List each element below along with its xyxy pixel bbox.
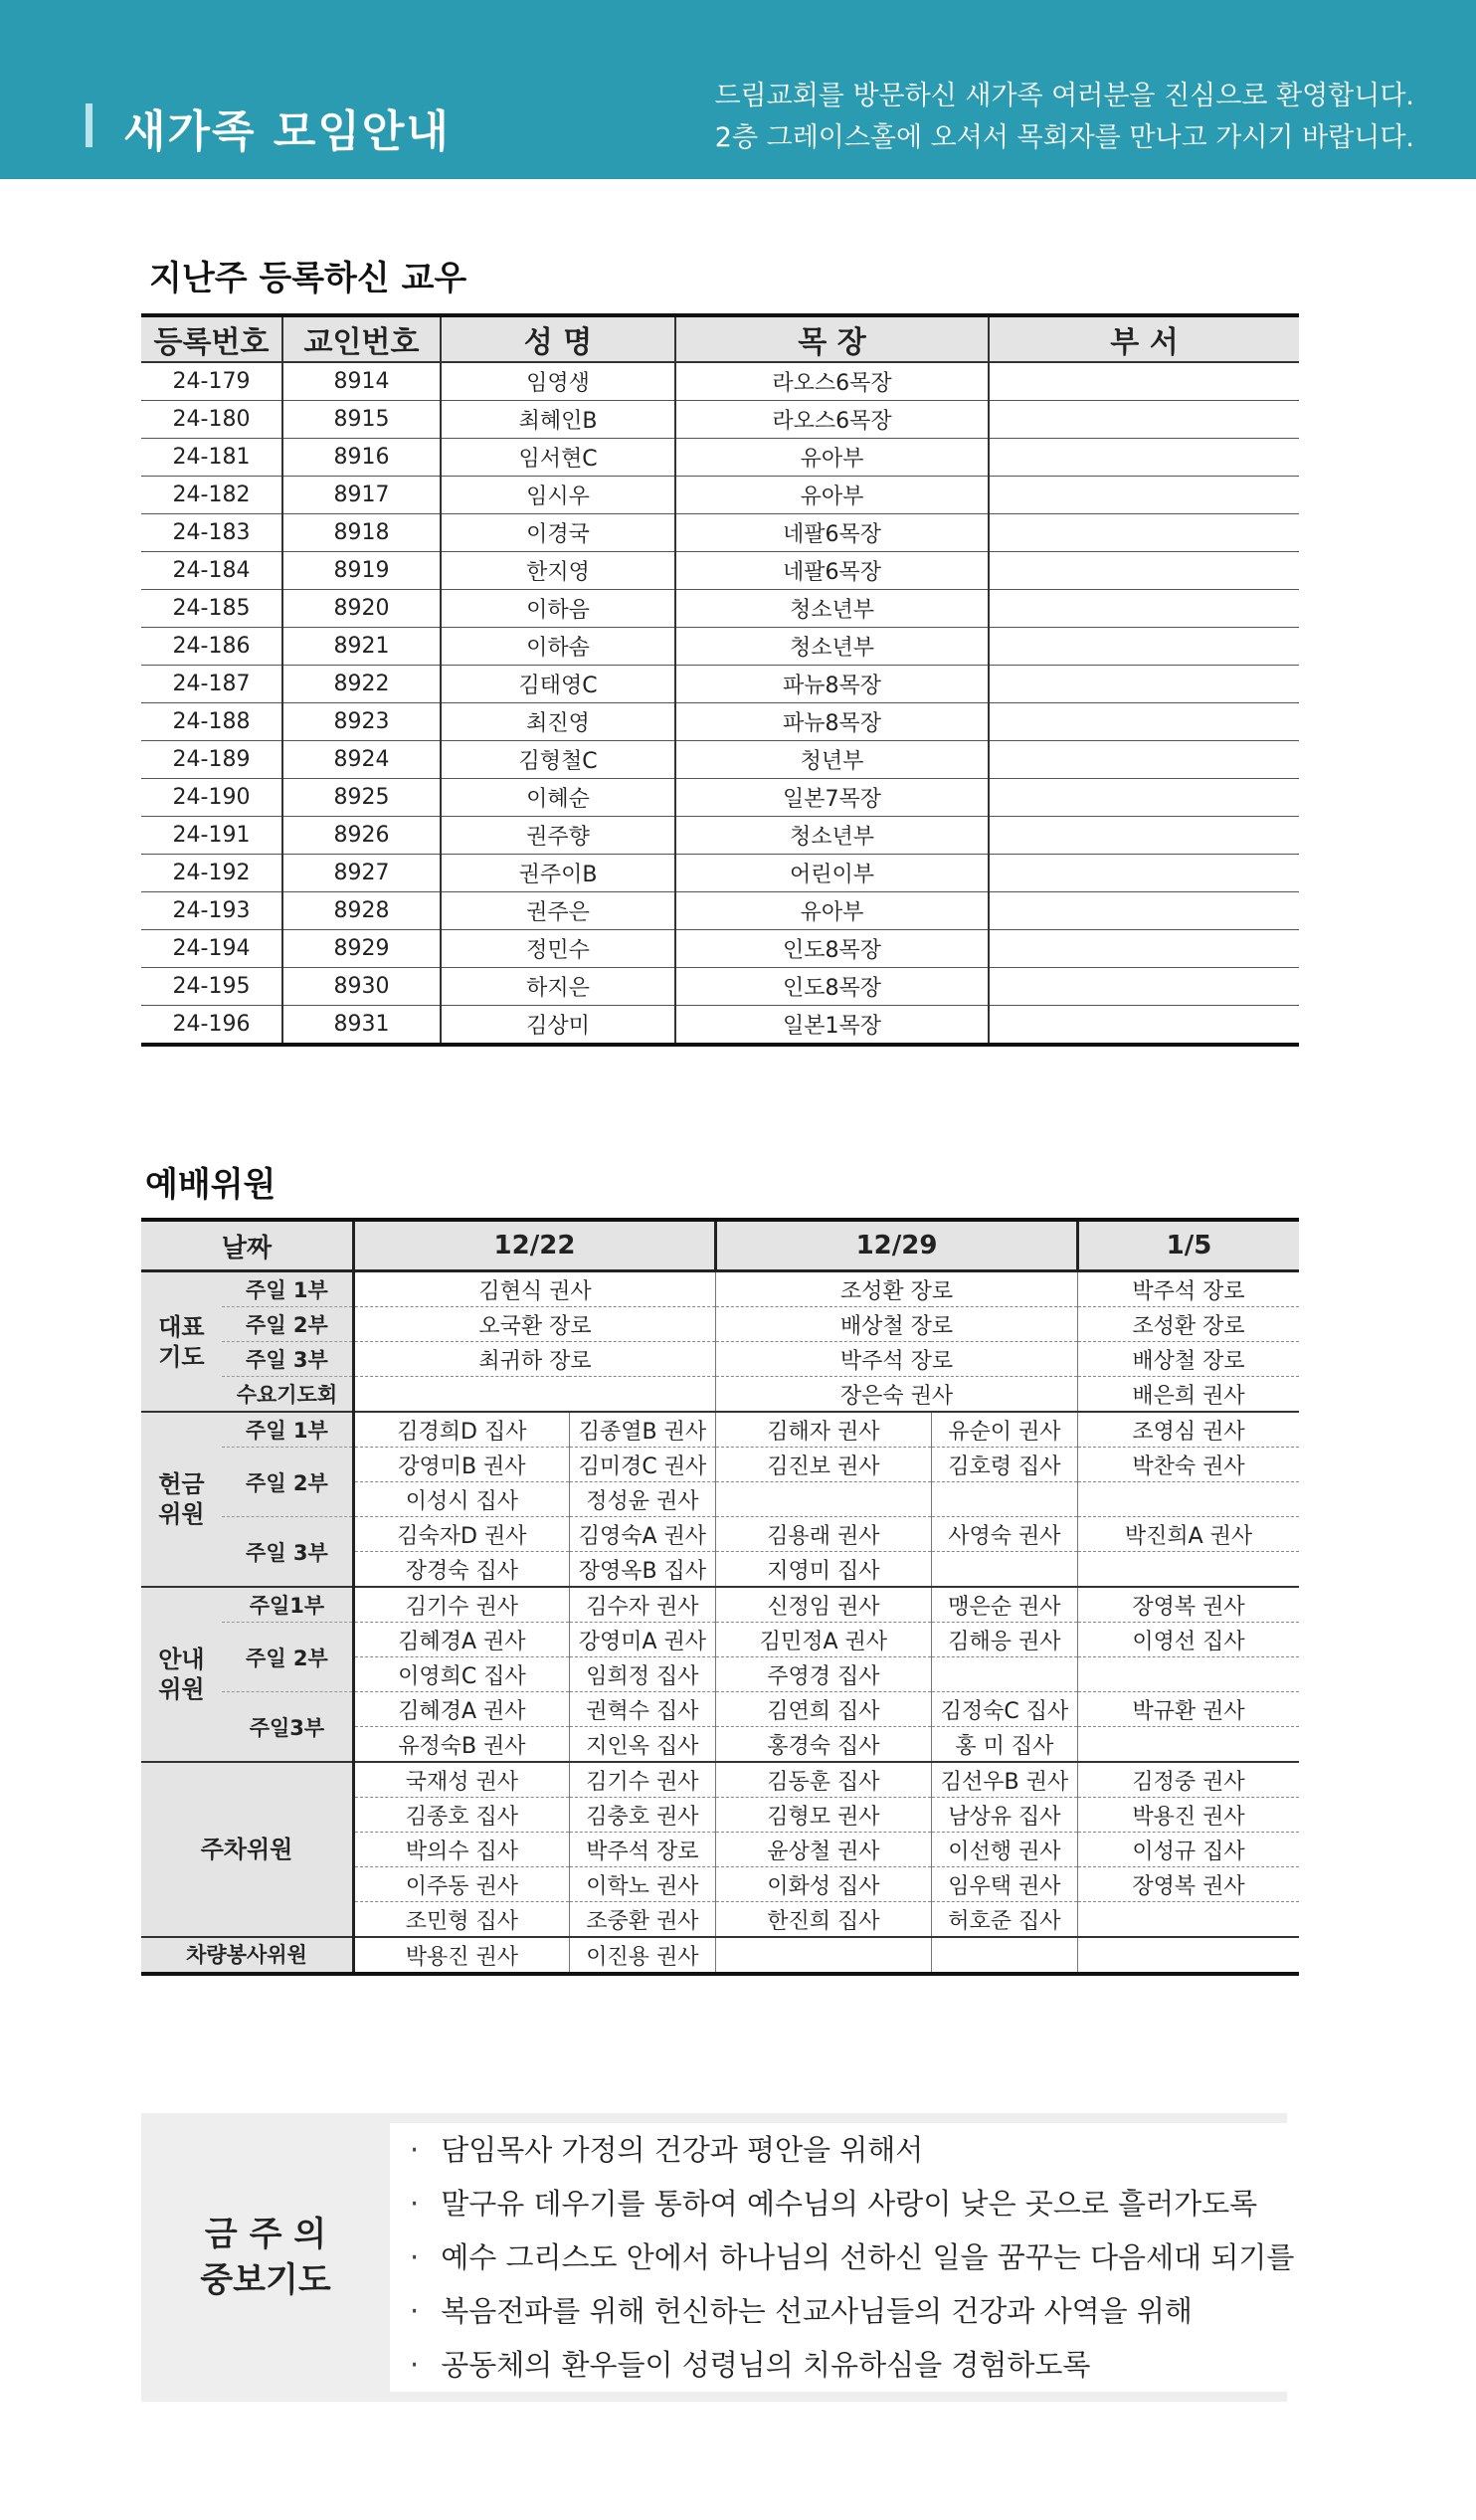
table-cell: 김현식 권사 (353, 1271, 715, 1307)
table-cell (989, 703, 1299, 741)
table-cell: 임서현C (441, 439, 675, 477)
table-cell: 임희정 집사 (569, 1657, 715, 1692)
table-cell: 김경희D 집사 (353, 1412, 569, 1448)
table-cell: 김혜경A 권사 (353, 1623, 569, 1657)
registration-header-cell: 부 서 (989, 315, 1299, 362)
table-cell: 이성규 집사 (1078, 1833, 1300, 1867)
group-label: 안내 위원 (158, 1646, 205, 1703)
table-cell: 박용진 권사 (1078, 1798, 1300, 1833)
table-cell: 24-187 (141, 666, 282, 703)
table-cell (1078, 1727, 1300, 1763)
table-row (141, 741, 1299, 779)
table-cell: 8917 (282, 477, 441, 514)
table-cell: 국재성 권사 (353, 1762, 569, 1798)
table-cell: 유순이 권사 (931, 1412, 1077, 1448)
table-cell: 이영선 집사 (1078, 1623, 1300, 1657)
table-cell: 박용진 권사 (353, 1937, 569, 1974)
table-cell (931, 1657, 1077, 1692)
table-cell: 강영미B 권사 (353, 1448, 569, 1482)
table-cell: 권혁수 집사 (569, 1692, 715, 1727)
table-cell: 24-180 (141, 401, 282, 439)
table-cell: 조영심 권사 (1078, 1412, 1300, 1448)
table-cell: 8922 (282, 666, 441, 703)
table-row (141, 1587, 1299, 1623)
table-cell (989, 477, 1299, 514)
table-cell: 24-182 (141, 477, 282, 514)
table-cell: 김형모 권사 (715, 1798, 931, 1833)
table-cell: 김종열B 권사 (569, 1412, 715, 1448)
table-row (141, 1377, 1299, 1413)
table-cell: 이하솜 (441, 628, 675, 666)
intercession-label (141, 2113, 390, 2402)
table-cell: 일본1목장 (675, 1006, 989, 1046)
table-cell: 김호령 집사 (931, 1448, 1077, 1482)
intercession-label-line2: 중보기도 (200, 2260, 331, 2300)
table-cell: 최진영 (441, 703, 675, 741)
intercession-box (141, 2113, 1295, 2402)
table-cell: 네팔6목장 (675, 552, 989, 590)
service-label-cell: 주일1부 (222, 1587, 354, 1623)
service-label-cell: 주일 2부 (222, 1623, 354, 1692)
table-cell: 8915 (282, 401, 441, 439)
table-cell: 김영숙A 권사 (569, 1517, 715, 1552)
table-cell: 파뉴8목장 (675, 703, 989, 741)
table-row (141, 439, 1299, 477)
table-row (141, 552, 1299, 590)
table-row (141, 817, 1299, 855)
table-cell (989, 362, 1299, 401)
table-cell: 김상미 (441, 1006, 675, 1046)
table-cell: 8924 (282, 741, 441, 779)
table-cell: 윤상철 권사 (715, 1833, 931, 1867)
table-cell: 박의수 집사 (353, 1833, 569, 1867)
table-cell: 박주석 장로 (569, 1833, 715, 1867)
group-label-cell (141, 1271, 222, 1413)
title-accent-bar (86, 103, 92, 147)
table-cell: 8930 (282, 968, 441, 1006)
service-label-cell: 주일 1부 (222, 1412, 354, 1448)
table-cell: 김태영C (441, 666, 675, 703)
registration-table (141, 313, 1299, 1047)
worship-committee-table (141, 1218, 1299, 1976)
table-cell: 이성시 집사 (353, 1482, 569, 1517)
table-cell: 유아부 (675, 892, 989, 930)
table-cell: 지영미 집사 (715, 1552, 931, 1588)
service-label-cell: 주일 1부 (222, 1271, 354, 1307)
table-cell: 24-190 (141, 779, 282, 817)
table-cell: 8928 (282, 892, 441, 930)
table-cell (989, 666, 1299, 703)
table-row (141, 1448, 1299, 1482)
table-cell: 인도8목장 (675, 968, 989, 1006)
table-cell: 이혜순 (441, 779, 675, 817)
table-cell: 권주이B (441, 855, 675, 892)
table-cell: 이선행 권사 (931, 1833, 1077, 1867)
table-cell: 남상유 집사 (931, 1798, 1077, 1833)
table-cell: 이화성 집사 (715, 1867, 931, 1902)
registration-header-cell: 성 명 (441, 315, 675, 362)
welcome-line-2: 2층 그레이스홀에 오셔서 목회자를 만나고 가시기 바랍니다. (714, 122, 1414, 153)
table-cell: 8923 (282, 703, 441, 741)
group-label: 차량봉사위원 (186, 1943, 307, 1967)
table-cell: 김용래 권사 (715, 1517, 931, 1552)
table-cell (1078, 1552, 1300, 1588)
table-cell: 24-196 (141, 1006, 282, 1046)
service-label-cell: 주일 2부 (222, 1448, 354, 1517)
table-cell: 김연희 집사 (715, 1692, 931, 1727)
group-label-cell (141, 1937, 353, 1974)
table-cell: 김정숙C 집사 (931, 1692, 1077, 1727)
table-cell: 임우택 권사 (931, 1867, 1077, 1902)
worship-title: 예배위원 (145, 1165, 277, 1205)
table-cell: 박주석 장로 (1078, 1271, 1300, 1307)
table-row (141, 703, 1299, 741)
table-cell (989, 1006, 1299, 1046)
table-cell (989, 741, 1299, 779)
table-cell (1078, 1482, 1300, 1517)
table-cell: 김충호 권사 (569, 1798, 715, 1833)
table-cell: 조성환 장로 (715, 1271, 1077, 1307)
table-cell: 정성윤 권사 (569, 1482, 715, 1517)
table-cell: 김숙자D 권사 (353, 1517, 569, 1552)
table-cell (1078, 1657, 1300, 1692)
table-cell: 홍경숙 집사 (715, 1727, 931, 1763)
table-cell: 8916 (282, 439, 441, 477)
table-cell: 24-179 (141, 362, 282, 401)
table-cell (931, 1937, 1077, 1974)
worship-header-row (141, 1220, 1299, 1271)
table-cell: 장은숙 권사 (715, 1377, 1077, 1413)
table-cell (989, 628, 1299, 666)
group-label-cell (141, 1587, 222, 1762)
table-cell: 청소년부 (675, 817, 989, 855)
page-title: 새가족 모임안내 (123, 106, 451, 157)
table-cell: 박진희A 권사 (1078, 1517, 1300, 1552)
table-row (141, 1692, 1299, 1727)
table-cell (715, 1937, 931, 1974)
table-cell: 박찬숙 권사 (1078, 1448, 1300, 1482)
table-cell: 라오스6목장 (675, 401, 989, 439)
table-cell (989, 855, 1299, 892)
table-cell: 24-193 (141, 892, 282, 930)
table-cell (989, 439, 1299, 477)
group-label: 주차위원 (200, 1836, 293, 1863)
table-cell: 지인옥 집사 (569, 1727, 715, 1763)
table-cell: 김수자 권사 (569, 1587, 715, 1623)
table-cell: 임영생 (441, 362, 675, 401)
table-cell: 김민정A 권사 (715, 1623, 931, 1657)
header-banner (0, 0, 1476, 179)
table-cell: 김정중 권사 (1078, 1762, 1300, 1798)
intercession-item: · 말구유 데우기를 통하여 예수님의 사랑이 낮은 곳으로 흘러가도록 (410, 2177, 1287, 2230)
table-cell: 한진희 집사 (715, 1902, 931, 1938)
table-cell: 임시우 (441, 477, 675, 514)
table-cell: 조중환 권사 (569, 1902, 715, 1938)
table-cell: 장영복 권사 (1078, 1867, 1300, 1902)
table-cell (989, 892, 1299, 930)
table-cell: 김미경C 권사 (569, 1448, 715, 1482)
table-cell: 24-192 (141, 855, 282, 892)
table-cell: 24-181 (141, 439, 282, 477)
table-row (141, 362, 1299, 401)
table-row (141, 401, 1299, 439)
table-cell: 배은희 권사 (1078, 1377, 1300, 1413)
date-header-cell: 1/5 (1078, 1220, 1300, 1271)
table-row (141, 628, 1299, 666)
group-label: 헌금 위원 (158, 1470, 205, 1528)
table-cell: 24-184 (141, 552, 282, 590)
table-cell: 8927 (282, 855, 441, 892)
table-cell: 8926 (282, 817, 441, 855)
table-cell (989, 930, 1299, 968)
table-cell: 오국환 장로 (353, 1307, 715, 1342)
table-cell (989, 590, 1299, 628)
table-cell: 청소년부 (675, 590, 989, 628)
table-row (141, 590, 1299, 628)
table-cell: 인도8목장 (675, 930, 989, 968)
table-cell: 8914 (282, 362, 441, 401)
table-cell: 이주동 권사 (353, 1867, 569, 1902)
table-row (141, 1307, 1299, 1342)
table-cell: 박규환 권사 (1078, 1692, 1300, 1727)
table-cell (931, 1552, 1077, 1588)
table-cell: 이학노 권사 (569, 1867, 715, 1902)
table-cell: 강영미A 권사 (569, 1623, 715, 1657)
table-cell: 유아부 (675, 439, 989, 477)
table-cell: 8925 (282, 779, 441, 817)
table-cell: 24-195 (141, 968, 282, 1006)
service-label-cell: 주일 3부 (222, 1517, 354, 1588)
table-cell: 8919 (282, 552, 441, 590)
table-row (141, 855, 1299, 892)
registration-header-cell: 등록번호 (141, 315, 282, 362)
table-cell: 권주향 (441, 817, 675, 855)
group-label-cell (141, 1762, 353, 1937)
table-cell: 최귀하 장로 (353, 1342, 715, 1377)
table-cell: 장영옥B 집사 (569, 1552, 715, 1588)
table-cell (989, 779, 1299, 817)
table-row (141, 477, 1299, 514)
table-cell: 이경국 (441, 514, 675, 552)
table-cell: 김기수 권사 (353, 1587, 569, 1623)
table-cell: 청년부 (675, 741, 989, 779)
group-label-cell (141, 1412, 222, 1587)
table-cell: 김기수 권사 (569, 1762, 715, 1798)
table-cell: 홍 미 집사 (931, 1727, 1077, 1763)
table-cell: 일본7목장 (675, 779, 989, 817)
table-cell: 장경숙 집사 (353, 1552, 569, 1588)
table-cell: 이진용 권사 (569, 1937, 715, 1974)
table-cell: 김해응 권사 (931, 1623, 1077, 1657)
table-cell (1078, 1902, 1300, 1938)
table-cell: 유정숙B 권사 (353, 1727, 569, 1763)
table-cell: 8918 (282, 514, 441, 552)
table-cell (353, 1377, 715, 1413)
table-cell: 김해자 권사 (715, 1412, 931, 1448)
table-row (141, 1517, 1299, 1552)
table-row (141, 1006, 1299, 1046)
table-row (141, 666, 1299, 703)
intercession-item: · 공동체의 환우들이 성령님의 치유하심을 경험하도록 (410, 2338, 1287, 2392)
service-label-cell: 수요기도회 (222, 1377, 354, 1413)
table-cell: 김진보 권사 (715, 1448, 931, 1482)
table-row (141, 1937, 1299, 1974)
registration-header-cell: 교인번호 (282, 315, 441, 362)
worship-body (141, 1220, 1299, 1974)
table-cell: 24-186 (141, 628, 282, 666)
table-cell: 배상철 장로 (1078, 1342, 1300, 1377)
table-cell (931, 1482, 1077, 1517)
date-label-cell: 날짜 (141, 1220, 353, 1271)
table-cell: 24-185 (141, 590, 282, 628)
registration-body (141, 362, 1299, 1045)
welcome-message (714, 76, 1414, 159)
table-cell: 조민형 집사 (353, 1902, 569, 1938)
table-cell: 8921 (282, 628, 441, 666)
table-row (141, 514, 1299, 552)
table-cell: 유아부 (675, 477, 989, 514)
table-row (141, 968, 1299, 1006)
table-cell: 배상철 장로 (715, 1307, 1077, 1342)
welcome-line-1: 드림교회를 방문하신 새가족 여러분을 진심으로 환영합니다. (714, 81, 1414, 111)
group-label: 대표 기도 (158, 1312, 205, 1371)
table-cell: 박주석 장로 (715, 1342, 1077, 1377)
table-cell: 8929 (282, 930, 441, 968)
table-row (141, 1412, 1299, 1448)
table-cell: 김선우B 권사 (931, 1762, 1077, 1798)
table-cell: 어린이부 (675, 855, 989, 892)
table-cell: 맹은순 권사 (931, 1587, 1077, 1623)
table-row (141, 1762, 1299, 1798)
service-label-cell: 주일3부 (222, 1692, 354, 1763)
table-cell: 24-188 (141, 703, 282, 741)
table-cell: 정민수 (441, 930, 675, 968)
table-cell (989, 514, 1299, 552)
table-cell: 청소년부 (675, 628, 989, 666)
table-row (141, 779, 1299, 817)
table-cell: 라오스6목장 (675, 362, 989, 401)
table-cell: 24-189 (141, 741, 282, 779)
table-cell: 김형철C (441, 741, 675, 779)
table-cell: 장영복 권사 (1078, 1587, 1300, 1623)
table-cell: 권주은 (441, 892, 675, 930)
registration-header-row (141, 315, 1299, 362)
table-cell: 네팔6목장 (675, 514, 989, 552)
table-row (141, 930, 1299, 968)
intercession-label-line1: 금 주 의 (204, 2215, 327, 2254)
table-cell (989, 401, 1299, 439)
table-cell (715, 1482, 931, 1517)
intercession-list (390, 2123, 1295, 2392)
date-header-cell: 12/29 (715, 1220, 1077, 1271)
table-cell: 하지은 (441, 968, 675, 1006)
table-cell: 허호준 집사 (931, 1902, 1077, 1938)
table-cell: 이영희C 집사 (353, 1657, 569, 1692)
registration-title: 지난주 등록하신 교우 (149, 259, 467, 298)
service-label-cell: 주일 3부 (222, 1342, 354, 1377)
service-label-cell: 주일 2부 (222, 1307, 354, 1342)
table-cell: 주영경 집사 (715, 1657, 931, 1692)
intercession-item: · 예수 그리스도 안에서 하나님의 선하신 일을 꿈꾸는 다음세대 되기를 (410, 2230, 1287, 2284)
table-cell: 24-183 (141, 514, 282, 552)
table-cell: 파뉴8목장 (675, 666, 989, 703)
table-row (141, 1271, 1299, 1307)
table-cell: 24-191 (141, 817, 282, 855)
intercession-item: · 담임목사 가정의 건강과 평안을 위해서 (410, 2123, 1287, 2177)
table-cell (989, 817, 1299, 855)
table-row (141, 1623, 1299, 1657)
table-cell (1078, 1937, 1300, 1974)
table-cell: 김혜경A 권사 (353, 1692, 569, 1727)
table-cell: 8931 (282, 1006, 441, 1046)
table-cell (989, 968, 1299, 1006)
intercession-item: · 복음전파를 위해 헌신하는 선교사님들의 건강과 사역을 위해 (410, 2284, 1287, 2338)
table-cell: 24-194 (141, 930, 282, 968)
table-cell (989, 552, 1299, 590)
table-cell: 최혜인B (441, 401, 675, 439)
table-cell: 신정임 권사 (715, 1587, 931, 1623)
table-row (141, 1342, 1299, 1377)
registration-header-cell: 목 장 (675, 315, 989, 362)
table-cell: 김동훈 집사 (715, 1762, 931, 1798)
table-row (141, 892, 1299, 930)
date-header-cell: 12/22 (353, 1220, 715, 1271)
table-cell: 한지영 (441, 552, 675, 590)
table-cell: 사영숙 권사 (931, 1517, 1077, 1552)
table-cell: 조성환 장로 (1078, 1307, 1300, 1342)
table-cell: 김종호 집사 (353, 1798, 569, 1833)
table-cell: 8920 (282, 590, 441, 628)
table-cell: 이하음 (441, 590, 675, 628)
